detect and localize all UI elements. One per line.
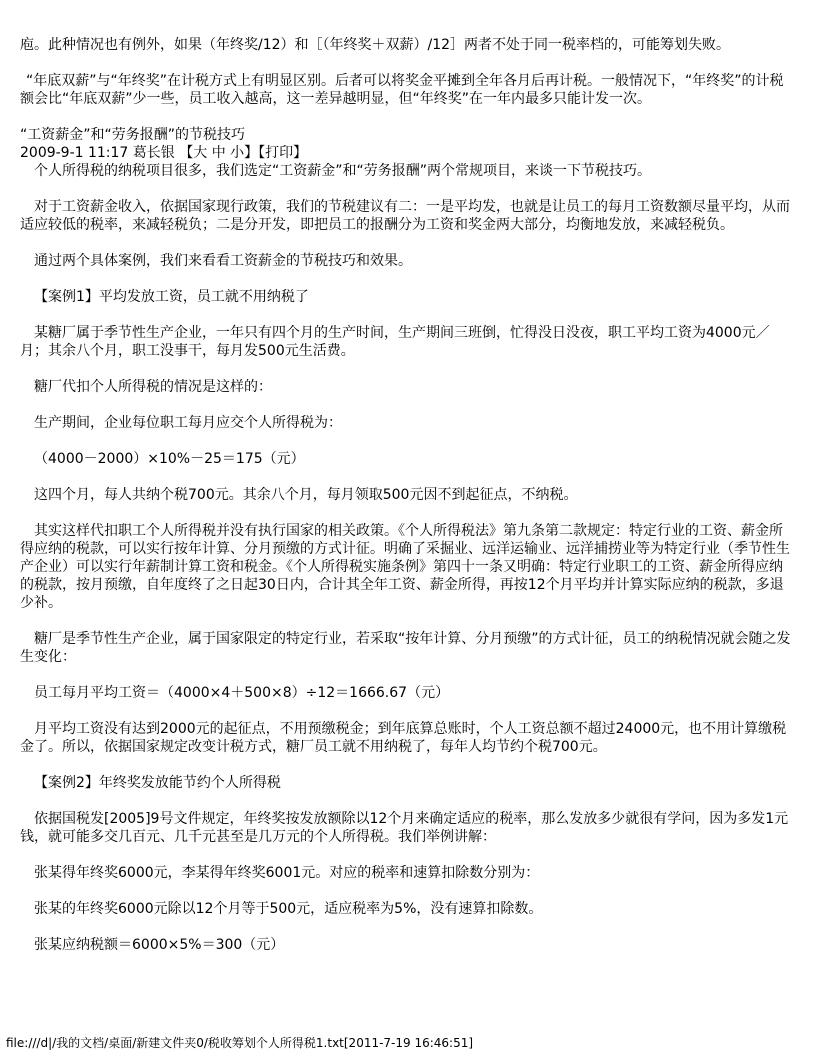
article-date: 2009-9-1 11:17: [20, 145, 129, 161]
article-paragraph: 通过两个具体案例，我们来看看工资薪金的节税技巧和效果。: [34, 253, 412, 269]
paragraph-intro-1: 庖。此种情况也有例外，如果（年终奖/12）和［（年终奖＋双薪）/12］两者不处于同一税率档的，可能筹划失败。: [20, 37, 731, 53]
article-paragraph: 月平均工资没有达到2000元的起征点，不用预缴税金；到年底算总账时，个人工资总额不超过24000元，也不用计算缴税金了。所以，依据国家规定改变计税方式，糖厂员工就不用纳税了，每年人均节约个税700元。: [20, 721, 787, 755]
article-paragraph: 某糖厂属于季节性生产企业，一年只有四个月的生产时间，生产期间三班倒，忙得没日没夜，职工平均工资为4000元／月；其余八个月，职工没事干，每月发500元生活费。: [20, 325, 770, 359]
article-paragraph: 张某得年终奖6000元，李某得年终奖6001元。对应的税率和速算扣除数分别为：: [34, 865, 540, 881]
article-author: 葛长银: [132, 145, 175, 161]
article-paragraph: 张某应纳税额＝6000×5%＝300（元）: [34, 937, 285, 953]
font-size-controls[interactable]: 【大 中 小】: [179, 145, 259, 161]
print-link[interactable]: 【打印】: [258, 145, 308, 161]
article-paragraph: 个人所得税的纳税项目很多，我们选定“工资薪金”和“劳务报酬”两个常规项目，来谈一下节税技巧。: [34, 163, 652, 179]
article-paragraph: 其实这样代扣职工个人所得税并没有执行国家的相关政策。《个人所得税法》第九条第二款规定：特定行业的工资、薪金所得应纳的税款，可以实行按年计算、分月预缴的方式计征。明确了采掘业、远洋运输业、远洋捕捞业等为特定行业（季节性生产企业）可以实行年薪制计算工资和税金。《个人所得税实施条例》第四十一条又明确：特定行业职工的工资、薪金所得应纳的税款，按月预缴，自年度终了之日起30日内，合计其全年工资、薪金所得，再按12个月平均并计算实际应纳的税款，多退少补。: [20, 523, 790, 611]
article-paragraph: 【案例2】年终奖发放能节约个人所得税: [34, 775, 281, 791]
document-body: [20, 36, 796, 954]
article-paragraph: 这四个月，每人共纳个税700元。其余八个月，每月领取500元因不到起征点，不纳税。: [34, 487, 578, 503]
article-title: “工资薪金”和“劳务报酬”的节税技巧: [20, 127, 246, 143]
paragraph-intro-2: “年底双薪”与“年终奖”在计税方式上有明显区别。后者可以将奖金平摊到全年各月后再计税。一般情况下，“年终奖”的计税额会比“年底双薪”少一些，员工收入越高，这一差异越明显，但“年终奖”在一年内最多只能计发一次。: [20, 73, 784, 107]
article-paragraph: 依据国税发[2005]9号文件规定，年终奖按发放额除以12个月来确定适应的税率，那么发放多少就很有学问，因为多发1元钱，就可能多交几百元、几千元甚至是几万元的个人所得税。我们举例讲解：: [20, 811, 789, 845]
article-paragraph: 员工每月平均工资＝（4000×4＋500×8）÷12＝1666.67（元）: [34, 685, 450, 701]
file-path-footer: file:///d|/我的文档/桌面/新建文件夹0/税收筹划个人所得税1.txt[2011-7-19 16:46:51]: [6, 1036, 474, 1050]
article-paragraph: 张某的年终奖6000元除以12个月等于500元，适应税率为5%，没有速算扣除数。: [34, 901, 543, 917]
article-meta: [20, 144, 796, 162]
article-paragraph: 生产期间，企业每位职工每月应交个人所得税为：: [34, 415, 342, 431]
article-paragraph: 糖厂是季节性生产企业，属于国家限定的特定行业，若采取“按年计算、分月预缴”的方式计征，员工的纳税情况就会随之发生变化：: [20, 631, 791, 665]
article-paragraphs: [20, 162, 796, 954]
article-paragraph: （4000－2000）×10%－25＝175（元）: [34, 451, 305, 467]
article-paragraph: 对于工资薪金收入，依据国家现行政策，我们的节税建议有二：一是平均发，也就是让员工的每月工资数额尽量平均，从而适应较低的税率，来减轻税负；二是分开发，即把员工的报酬分为工资和奖金两大部分，均衡地发放，来减轻税负。: [20, 199, 790, 233]
article-paragraph: 糖厂代扣个人所得税的情况是这样的：: [34, 379, 272, 395]
article-paragraph: 【案例1】平均发放工资，员工就不用纳税了: [34, 289, 309, 305]
